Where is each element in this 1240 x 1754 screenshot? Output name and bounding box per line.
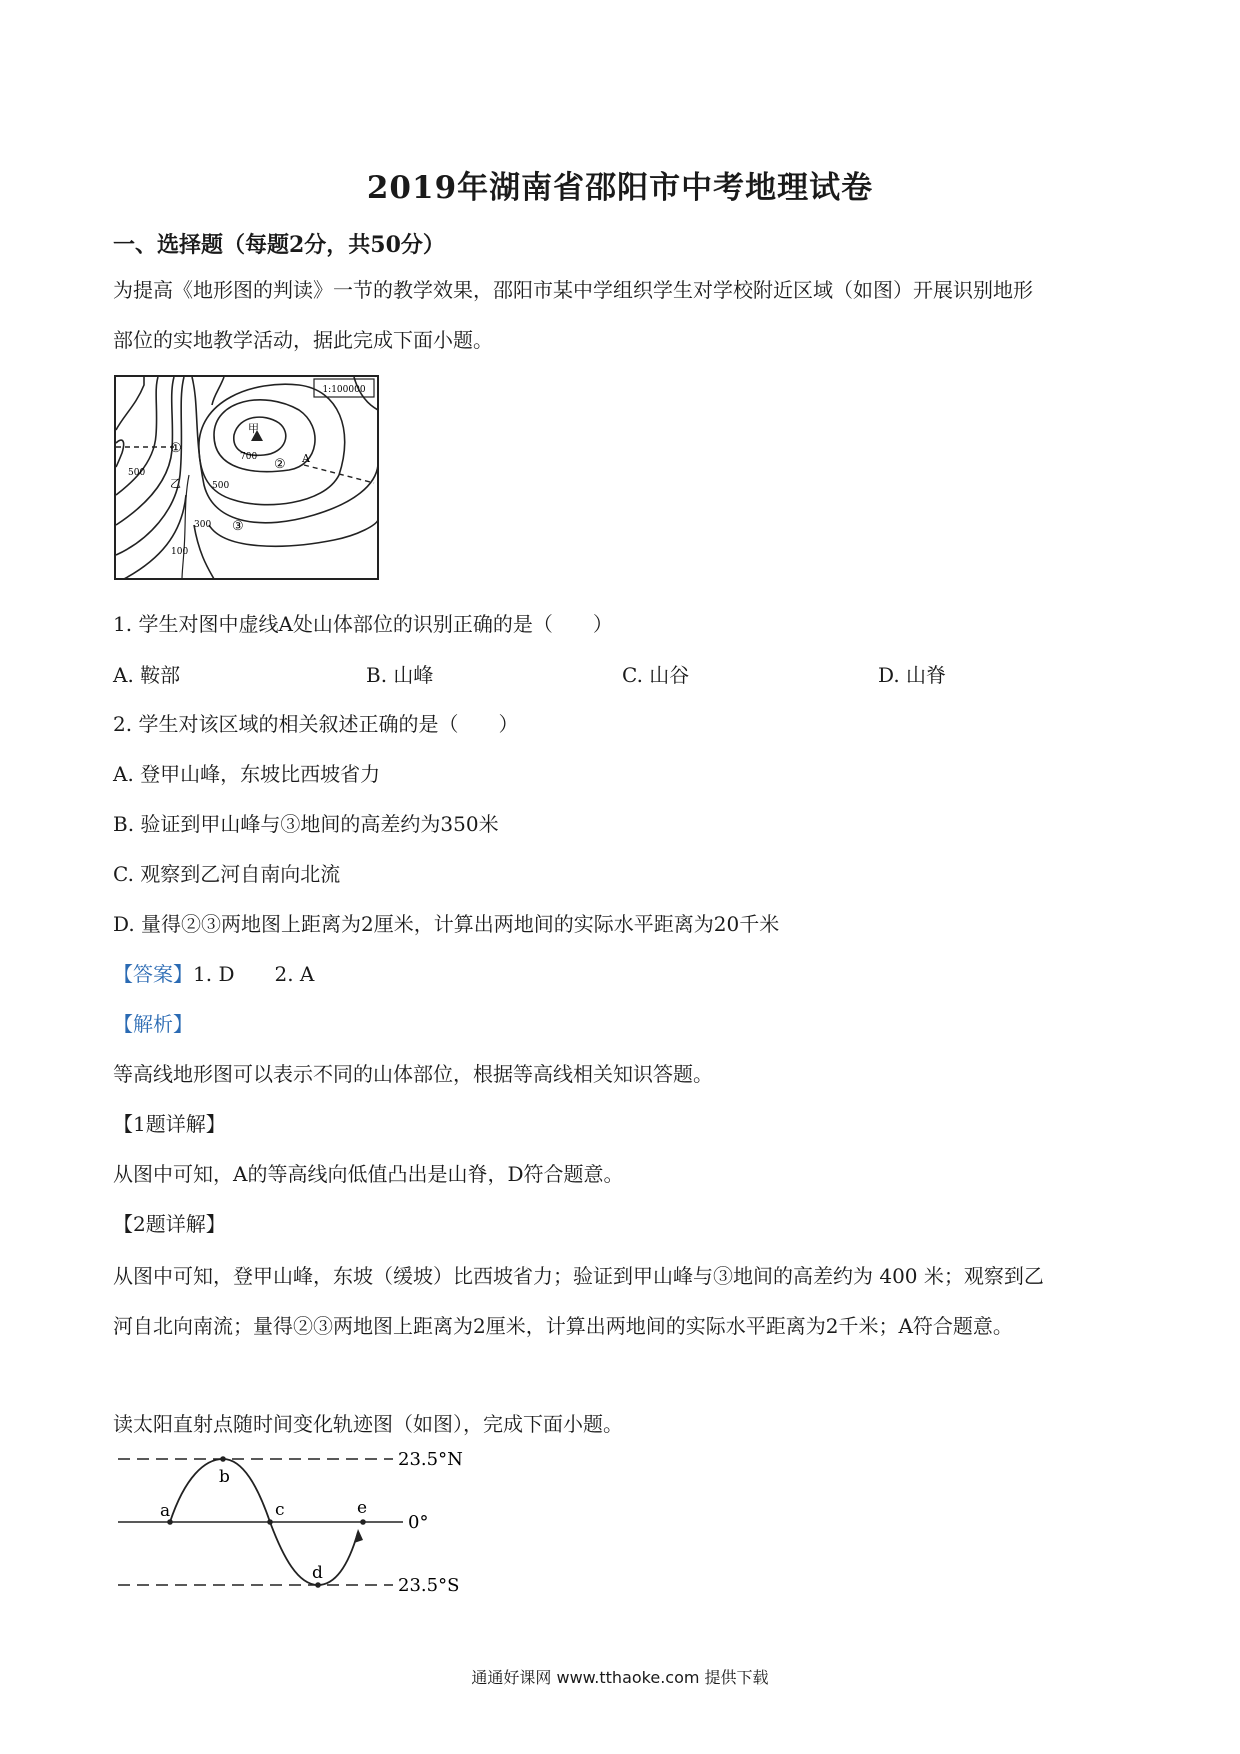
peak-label: 甲: [248, 422, 259, 435]
circle-1-label: ①: [170, 441, 182, 456]
solar-orbit-figure: [113, 1437, 493, 1607]
equator-label: 0°: [408, 1512, 429, 1533]
page-title: 2019年湖南省邵阳市中考地理试卷: [366, 170, 874, 206]
analysis-label: 【解析】: [113, 1012, 193, 1036]
contour-300-label: 300: [194, 520, 212, 530]
intro2-text: 读太阳直射点随时间变化轨迹图（如图），完成下面小题。: [113, 1412, 623, 1436]
detail1-text: 从图中可知，A的等高线向低值凸出是山脊，D符合题意。: [113, 1162, 624, 1186]
section-title: 一、选择题（每题2分，共50分）: [113, 232, 445, 258]
contour-100-label: 100: [171, 547, 189, 557]
contour-500-left-label: 500: [128, 468, 146, 478]
q1-option-d: D. 山脊: [878, 663, 947, 687]
intro-line-1: 为提高《地形图的判读》一节的教学效果，邵阳市某中学组织学生对学校附近区域（如图）开展识别地形: [113, 278, 1033, 302]
intro-line-2: 部位的实地教学活动，据此完成下面小题。: [113, 328, 493, 352]
detail2-line-2: 河自北向南流；量得②③两地图上距离为2厘米，计算出两地间的实际水平距离为2千米；A符合题意。: [113, 1314, 1013, 1338]
circle-2-label: ②: [274, 457, 286, 472]
scale-label: 1:100000: [322, 385, 366, 395]
q2-option-a: A. 登甲山峰，东坡比西坡省力: [113, 762, 381, 786]
lat-north-label: 23.5°N: [398, 1449, 463, 1470]
q2-option-c: C. 观察到乙河自南向北流: [113, 862, 341, 886]
answer-text: 1. D 2. A: [193, 962, 315, 986]
point-e-orbit-label: e: [357, 1498, 368, 1518]
q1-stem: 1. 学生对图中虚线A处山体部位的识别正确的是（ ）: [113, 612, 613, 636]
river-label: 乙: [170, 477, 181, 490]
circle-3-label: ③: [232, 519, 244, 534]
answer-label: 【答案】: [113, 962, 193, 986]
contour-500-right-label: 500: [212, 481, 230, 491]
q2-option-b: B. 验证到甲山峰与③地间的高差约为350米: [113, 812, 499, 836]
point-a-orbit-label: a: [160, 1501, 171, 1521]
point-d-orbit-label: d: [312, 1563, 323, 1583]
lat-south-label: 23.5°S: [398, 1575, 460, 1596]
detail2-line-1: 从图中可知，登甲山峰，东坡（缓坡）比西坡省力；验证到甲山峰与③地间的高差约为 400 米；观察到乙: [113, 1264, 1044, 1288]
point-c-orbit-label: c: [275, 1500, 285, 1520]
analysis-text: 等高线地形图可以表示不同的山体部位，根据等高线相关知识答题。: [113, 1062, 713, 1086]
point-a-label: A: [302, 452, 310, 465]
page-footer: 通通好课网 www.tthaoke.com 提供下载: [471, 1668, 769, 1687]
q1-option-c: C. 山谷: [622, 663, 690, 687]
point-b-orbit-label: b: [219, 1467, 230, 1487]
answer-line: [113, 960, 314, 988]
contour-700-label: 700: [240, 452, 258, 462]
q1-option-a: A. 鞍部: [113, 663, 181, 687]
contour-map-figure: [114, 375, 379, 580]
q1-option-b: B. 山峰: [366, 663, 434, 687]
q2-stem: 2. 学生对该区域的相关叙述正确的是（ ）: [113, 712, 519, 736]
q2-option-d: D. 量得②③两地图上距离为2厘米，计算出两地间的实际水平距离为20千米: [113, 912, 780, 936]
detail1-label: 【1题详解】: [113, 1112, 226, 1136]
detail2-label: 【2题详解】: [113, 1212, 226, 1236]
